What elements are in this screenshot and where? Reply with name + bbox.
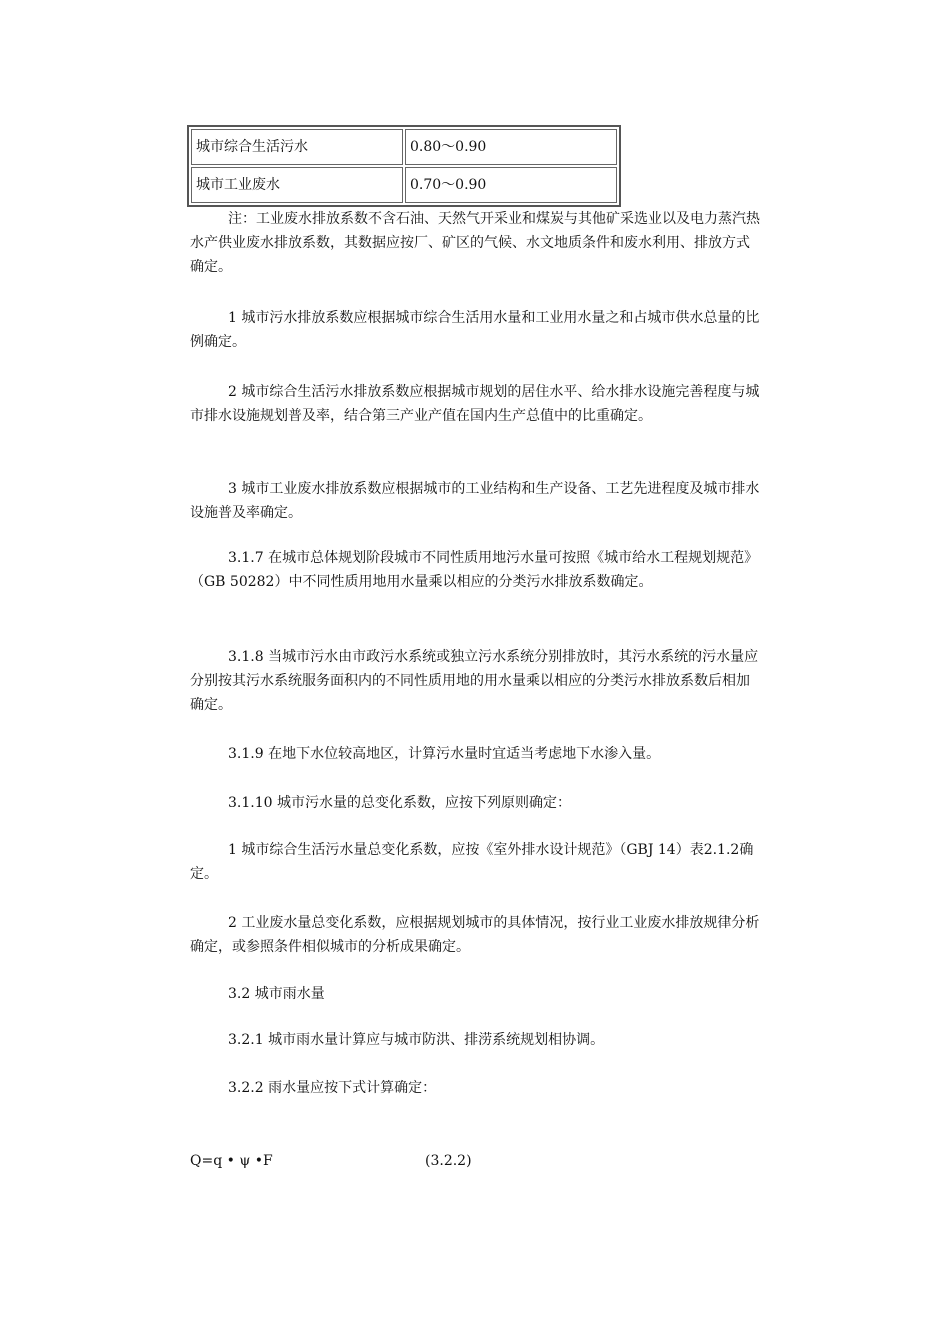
table-cell-name: 城市综合生活污水 — [191, 129, 403, 165]
paragraph-3-1-8: 3.1.8 当城市污水由市政污水系统或独立污水系统分别排放时，其污水系统的污水量应分别按其污水系统服务面积内的不同性质用地的用水量乘以相应的分类污水排放系数后相加确定。 — [190, 649, 759, 713]
table-row — [191, 167, 617, 203]
paragraph-3-1-7: 3.1.7 在城市总体规划阶段城市不同性质用地污水量可按照《城市给水工程规划规范》（GB 50282）中不同性质用地用水量乘以相应的分类污水排放系数确定。 — [190, 550, 759, 590]
paragraph-3-2-2: 3.2.2 雨水量应按下式计算确定： — [228, 1080, 437, 1096]
rainwater-formula — [190, 1151, 472, 1171]
paragraph-3-1-10: 3.1.10 城市污水量的总变化系数，应按下列原则确定： — [228, 795, 571, 811]
paragraph-3-2-1: 3.2.1 城市雨水量计算应与城市防洪、排涝系统规划相协调。 — [228, 1032, 605, 1048]
table-cell-name: 城市工业废水 — [191, 167, 403, 203]
table-cell-value: 0.80～0.90 — [405, 129, 617, 165]
section-heading-3-2: 3.2 城市雨水量 — [228, 986, 325, 1002]
table-row — [191, 129, 617, 165]
discharge-coefficient-table — [187, 125, 621, 207]
paragraph-item-3: 3 城市工业废水排放系数应根据城市的工业结构和生产设备、工艺先进程度及城市排水设施普及率确定。 — [190, 481, 760, 521]
formula-number: (3.2.2) — [425, 1153, 472, 1169]
paragraph-3-1-9: 3.1.9 在地下水位较高地区，计算污水量时宜适当考虑地下水渗入量。 — [228, 746, 661, 762]
table-cell-value: 0.70～0.90 — [405, 167, 617, 203]
paragraph-item-1: 1 城市污水排放系数应根据城市综合生活用水量和工业用水量之和占城市供水总量的比例确定。 — [190, 310, 760, 350]
formula-expression: Q=q • ψ •F — [190, 1153, 273, 1169]
paragraph-item-2: 2 城市综合生活污水排放系数应根据城市规划的居住水平、给水排水设施完善程度与城市排水设施规划普及率，结合第三产业产值在国内生产总值中的比重确定。 — [190, 384, 760, 424]
note-paragraph: 注：工业废水排放系数不含石油、天然气开采业和煤炭与其他矿采选业以及电力蒸汽热水产供业废水排放系数，其数据应按厂、矿区的气候、水文地质条件和废水利用、排放方式确定。 — [190, 211, 760, 275]
paragraph-3-1-10-item-1: 1 城市综合生活污水量总变化系数，应按《室外排水设计规范》（GBJ 14）表2.1.2确定。 — [190, 842, 754, 882]
paragraph-3-1-10-item-2: 2 工业废水量总变化系数，应根据规划城市的具体情况，按行业工业废水排放规律分析确定，或参照条件相似城市的分析成果确定。 — [190, 915, 760, 955]
